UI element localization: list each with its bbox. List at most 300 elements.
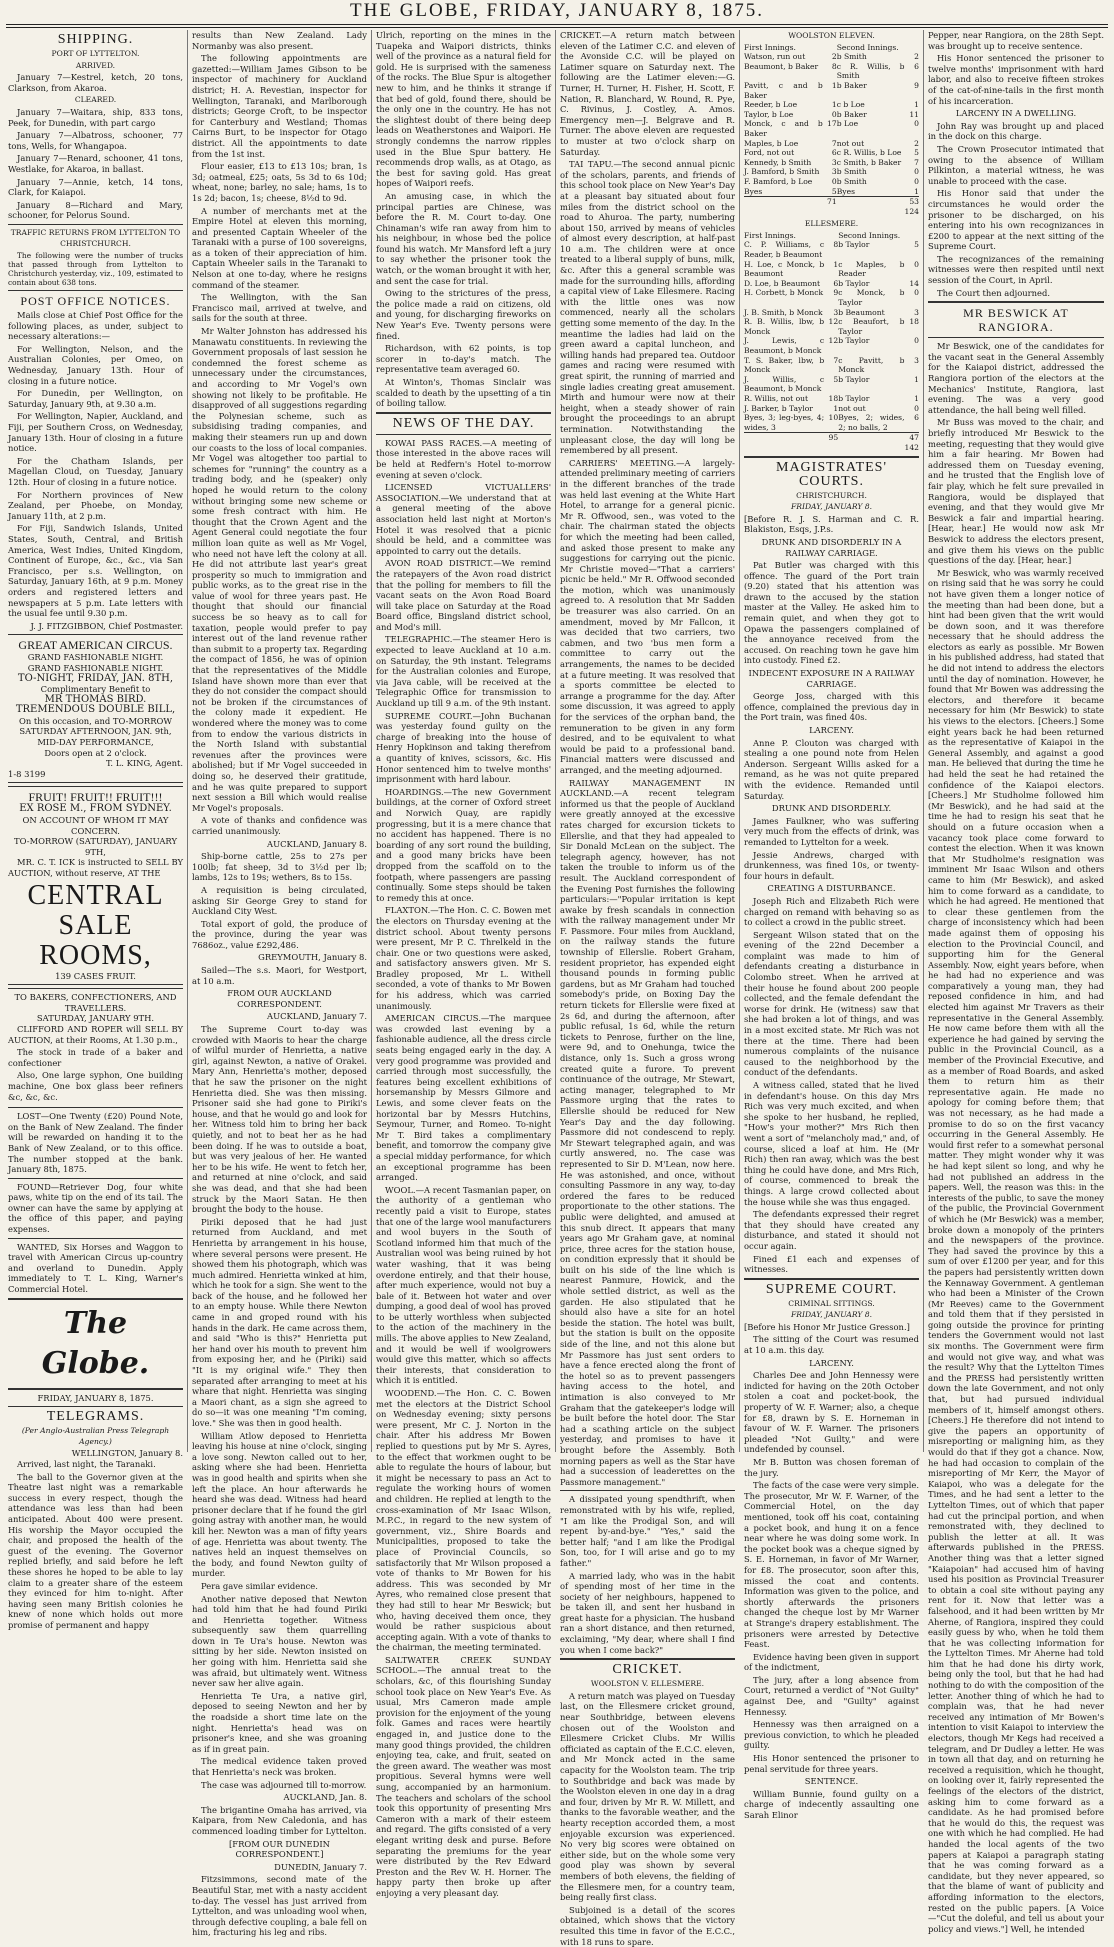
divider	[8, 1406, 183, 1407]
case-heading: LARCENY IN A DWELLING.	[955, 108, 1077, 119]
news-of-the-day-heading: NEWS OF THE DAY.	[392, 415, 535, 431]
woolston-grand-total-row	[744, 207, 919, 217]
divider	[8, 1388, 183, 1390]
score-runs: 0	[831, 176, 837, 186]
circus-line: MR THOMAS BIRD.	[44, 693, 147, 705]
fruit-line: EX ROSE M., FROM SYDNEY.	[19, 803, 172, 815]
score-runs: 12	[828, 336, 839, 346]
magistrates-place: CHRISTCHURCH.	[796, 490, 867, 500]
cleared-entry: January 7—Renard, schooner, 41 tons, Westlake, for Akaroa, in ballast.	[8, 153, 183, 174]
article-paragraph: The case was adjourned till to-morrow.	[201, 1779, 367, 1790]
woolston-score-row	[744, 158, 919, 168]
score-batsman: b Baker	[836, 80, 867, 90]
fruit-line: ON ACCOUNT OF WHOM IT MAY CONCERN.	[22, 815, 169, 836]
ellesmere-score-row	[744, 260, 919, 279]
court-paragraph: The defendants expressed their regret that they should have created any disturbance, and stated it should not occur again.	[744, 1209, 919, 1251]
anecdote-paragraph: A married lady, who was in the habit of spending most of her time in the society of her neighbours, happened to be taken ill, and sent her husband in great haste for a physician. The husband ran a short distance, and then returned, exclaiming, "My dear, where shall I find you when I come back?"	[560, 1570, 735, 1655]
ellesmere-rows	[744, 240, 919, 432]
score-runs: 0	[914, 288, 919, 298]
score-batsman: Byes	[836, 186, 855, 196]
correspondent-heading: FROM OUR AUCKLAND CORRESPONDENT.	[227, 988, 332, 1009]
case-heading: DRUNK AND DISORDERLY IN A RAILWAY CARRIAGE.	[761, 536, 902, 558]
court-paragraph: John Ray was brought up and placed in the dock on this charge.	[928, 120, 1104, 142]
score-runs: 0	[914, 259, 919, 269]
dateline: DUNEDIN, January 7.	[274, 1861, 367, 1872]
score-batsman: D. Loe, b Beaumont	[744, 278, 821, 288]
column-6	[924, 30, 1108, 1934]
post-paragraph: For Fiji, Sandwich Islands, United States, South, Central, and British America, West Indies, United Kingdom, Continent of Europe, &c., &c., via San Francisco, per s.s. Wellington, on Saturday, January 16th, at 9 p.m. Money orders and registered letters and newspapers at 5 p.m. Late letters with the usual fee until 9.30 p.m.	[8, 523, 183, 619]
post-paragraph: Mails close at Chief Post Office for the following places, as under, subject to necessary alterations:—	[8, 310, 183, 342]
score-batsman: Beaumont, b Baker	[744, 61, 819, 71]
court-paragraph: His Honor sentenced the prisoner to penal servitude for three years.	[744, 1753, 919, 1774]
divider	[560, 1490, 735, 1491]
score-runs: 1	[914, 393, 919, 403]
woolston-scorecard	[744, 43, 919, 217]
score-batsman: b Loe	[836, 119, 859, 129]
article-paragraph: Henrietta Te Ura, a native girl, deposed to seeing Newton and her by the roadside a short time late on the night. Henrietta's head was on prisoner's knee, and she was groaning as if in great pain.	[192, 1690, 367, 1754]
article-paragraph: Fitzsimmons, second mate of the Beautiful Star, met with a nasty accident to-day. The vessel has just arrived from Lyttelton, and was unloading wool when, through defective coupling, a bale fell on him, fracturing his leg and ribs.	[192, 1874, 367, 1938]
score-batsman: c Smith, b Baker	[836, 157, 902, 167]
score-runs: 6	[914, 413, 919, 423]
score-runs: 8	[833, 240, 839, 250]
woolston-total-row	[744, 197, 919, 207]
post-paragraph: For Wellington, Napier, Auckland, and Fiji, per Southern Cross, on Wednesday, January 13th. Hour of closing in a future notice.	[8, 411, 183, 454]
score-batsman: b Taylor	[838, 374, 870, 384]
case-heading: LARCENY.	[809, 725, 854, 735]
court-paragraph: Pat Butler was charged with this offence. The guard of the Port train (9.20) stated that his attention was drawn to the accused by the station master at the Valley. He asked him to remain quiet, and when they got to Opawa the passengers complained of the annoyance received from the accused. On reaching town he gave him into custody. Fined £2.	[744, 560, 919, 666]
anecdote-paragraph: A dissipated young spendthrift, when remonstrated with by his wife, replied, "I am like the Prodigal Son, and will repent by-and-bye." "Yes," said the better half; "and I am like the Prodigal Son, too, for I will arise and go to my father."	[560, 1494, 735, 1568]
article-paragraph: The Supreme Court to-day was crowded with Maoris to hear the charge of wilful murder of Henrietta, a native girl, against Newton, a native of Orakei. Mary Ann, Henrietta's mother, deposed that he saw the prisoner on the night Henrietta died. She was then missing. Prisoner said she had gone to Piriki's house, and that he would go and look for her. Witness told him to bring her back quietly, and not to beat her as he had been doing. If he was to outside a boat, but was very jealous of her. He wanted her to be his wife. He went to fetch her, and returned at nine o'clock, and said she was dead, and that she had been struck by the Maori Satan. He then brought the body to the house.	[192, 1024, 367, 1215]
divider	[744, 456, 919, 458]
circus-agent: T. L. KING, Agent.	[106, 758, 183, 769]
woolston-rows	[744, 52, 919, 196]
score-runs: 3	[833, 307, 839, 317]
column-2	[188, 30, 372, 1938]
article-paragraph: results than New Zealand. Lady Normanby was also present.	[192, 30, 367, 51]
score-runs: 1	[833, 403, 839, 413]
innings-header: Second Innings.	[836, 42, 899, 52]
score-runs: 7	[914, 157, 919, 167]
supreme-court-heading: SUPREME COURT.	[765, 1281, 898, 1297]
traffic-text: The following were the number of trucks that passed through from Lyttelton to Christchurch yesterday, viz., 109, estimated to contain about 638 tons.	[8, 251, 183, 288]
court-paragraph: His Honor said that under the circumstances he would order the prisoner to be discharged, on his entering into his own recognizances in £200 to appear at the next sitting of the Supreme Court.	[928, 188, 1104, 252]
ellesmere-score-row	[744, 288, 919, 307]
divider	[560, 1658, 735, 1660]
court-paragraph: Mr B. Button was chosen foreman of the jury.	[744, 1457, 919, 1478]
score-runs: 7	[833, 355, 839, 365]
score-batsman: c Maples, b Reader	[838, 259, 905, 279]
article-paragraph: At Winton's, Thomas Sinclair was scalded to death by the upsetting of a tin of boiling tallow.	[376, 377, 551, 409]
score-batsman: c Monck, b Taylor	[838, 288, 905, 308]
circus-code: 1-8 3199	[8, 768, 46, 779]
score-batsman: J. Bamford, b Smith	[744, 167, 820, 177]
telegram-paragraph: Arrived, last night, the Taranaki.	[17, 1459, 156, 1469]
score-runs: 9	[833, 288, 839, 298]
score-runs: 1	[914, 186, 919, 196]
score-batsman: R. Willis, not out	[744, 393, 809, 403]
court-paragraph: The Crown Prosecutor intimated that owing to the absence of William Pilkinton, a material witness, he was unable to proceed with the case.	[928, 143, 1104, 186]
score-batsman: not out	[836, 138, 865, 148]
dateline: AUCKLAND, January 8.	[267, 838, 367, 849]
court-paragraph: Joseph Rich and Elizabeth Rich were charged on remand with behaving so as to collect a crowd in the public street.	[744, 895, 919, 928]
score-runs: 0	[831, 109, 837, 119]
news-paragraph: LICENSED VICTUALLERS' ASSOCIATION.—We understand that at a general meeting of the above association held last night at Morton's Hotel it was resolved that a picnic should be held, and a committee was appointed to carry out the details.	[376, 482, 551, 556]
score-batsman: J. Willis, c Beaumont, b Monck	[744, 374, 825, 394]
supreme-court-date: FRIDAY, JANUARY 8.	[790, 1310, 873, 1320]
circus-title: GREAT AMERICAN CIRCUS.	[18, 638, 173, 653]
ellesmere-score-row	[744, 279, 919, 289]
article-paragraph: Another native deposed that Newton had told him that he had found Piriki and Henrietta together. Witness subsequently saw them quarrelling down in Te Ura's house. Newton was sitting by her side. Newton insisted on her going with him. Henrietta said she was afraid, but ultimately went. Witness never saw her alive again.	[192, 1593, 367, 1689]
news-paragraph: AMERICAN CIRCUS.—The marquee was crowded last evening by a fashionable audience, all the dress circle seats being engaged early in the day. A very good programme was provided and carried through most successfully, the features being excellent exhibitions of horsemanship by Messrs Gilmore and Lewis, and some clever feats on the horizontal bar by Messrs Hutchins, Seymour, Turner, and Romeo. To-night Mr T. Bird takes a complimentary benefit, and tomorrow the company give a special midday performance, for which an exceptional programme has been arranged.	[376, 1013, 551, 1183]
telegrams-subheading: (Per Anglo-Australian Press Telegraph Agency.)	[21, 1426, 170, 1446]
ellesmere-grand-total-row	[744, 443, 919, 453]
news-paragraph: CRICKET.—A return match between eleven of the Latimer C.C. and eleven of the Avonside C.C. will be played on Latimer square on Saturday next. The following are the Latimer eleven:—G. Turner, H. Turner, H. Fisher, H. Scott, F. Nation, R. Blanchard, W. Round, R. Pye, C. Rivinus, J. Costley, A. Amos. Emergency men—J. Belgrave and R. Turner. The above eleven are requested to muster at two o'clock sharp on Saturday.	[560, 30, 735, 157]
lost-notice: LOST—One Twenty (£20) Pound Note, on the Bank of New Zealand. The finder will be rewarded on handing it to the Bank of New Zealand, or to this office. The number stopped at the bank. January 8th, 1875.	[8, 1111, 183, 1175]
news-paragraph: HOARDINGS.—The new Government buildings, at the corner of Oxford street and Norwich Quay, are rapidly progressing, but it is a mere chance that no accident has happened. There is no boarding of any sort round the building, and a good many bricks have been dropped from the scaffold on to the footpath, where passengers are passing continually. Some steps should be taken to remedy this at once.	[376, 786, 551, 903]
cleared-entry: January 7—Annie, ketch, 14 tons, Clark, for Kaiapoi.	[8, 176, 183, 198]
score-batsman: R. B. Willis, lbw, b Monck	[744, 317, 825, 336]
masthead-rule	[6, 24, 1108, 25]
score-runs: 1	[914, 100, 919, 110]
cleared-entry: January 7—Waitara, ship, 833 tons, Peek, for Dunedin, with part cargo	[8, 106, 183, 128]
divider	[376, 412, 551, 414]
cricket-subheading: WOOLSTON V. ELLESMERE.	[590, 1679, 705, 1689]
court-paragraph: Pepper, near Rangiora, on the 28th Sept. was brought up to receive sentence.	[928, 30, 1104, 51]
court-paragraph: The jury, after a long absence from Court, returned a verdict of "Not Guilty" against Dee, and "Guilty" against Hennessy.	[744, 1674, 919, 1717]
score-runs: 18	[909, 317, 919, 327]
innings-header: First Innings.	[744, 42, 796, 52]
article-paragraph: A number of merchants met at the Empire Hotel at eleven this morning, and presented Captain Wheeler of the Taranaki with a purse of 100 sovereigns, as a token of their appreciation of him. Captain Wheeler sails in the Taranaki to Nelson at one to-day, where he resigns command of the steamer.	[192, 205, 367, 290]
court-paragraph: The sitting of the Court was resumed at 10 a.m. this day.	[744, 1334, 919, 1356]
court-paragraph: Charles Dee and John Hennessy were indicted for having on the 20th October stolen a coat and pocket-book, the property of W. F. Warner; also, a cheque for £8, drawn by S. E. Horneman in favour of W. F. Warner. The prisoners pleaded "Not Guilty," and were undefended by counsel.	[744, 1370, 919, 1455]
score-runs: 2	[831, 52, 837, 62]
ellesmere-total-first: 95	[824, 433, 838, 443]
arrived-entry: January 7—Kestrel, ketch, 20 tons, Clarkson, from Akaroa.	[8, 72, 183, 93]
woolston-score-row	[744, 139, 919, 149]
post-paragraph: For the Chatham Islands, per Magellan Cloud, on Tuesday, January 12th. Hour of closing in a future notice.	[8, 455, 183, 487]
woolston-score-row	[744, 100, 919, 110]
score-batsman: b Smith	[836, 167, 867, 177]
score-runs: 2	[914, 52, 919, 62]
score-batsman: b Taylor	[838, 393, 870, 403]
ellesmere-score-row	[744, 317, 919, 336]
telegrams-heading: TELEGRAMS.	[46, 1409, 145, 1425]
post-paragraph: For Dunedin, per Wellington, on Saturday, January 9th, at 9.30 a.m.	[8, 388, 183, 409]
beswick-heading: MR BESWICK AT RANGIORA.	[963, 306, 1069, 335]
article-paragraph: Pera gave similar evidence.	[201, 1580, 318, 1591]
beswick-paragraph: Mr Beswick, one of the candidates for the vacant seat in the General Assembly for the Kaiapoi district, addressed the Rangiora portion of the electors at the Mechanics' Institute, Rangiora, last evening. The was a very good attendance, the hall being well filled.	[928, 341, 1104, 415]
cleared-entry: January 8—Richard and Mary, schooner, for Pelorus Sound.	[8, 199, 183, 221]
divider	[376, 434, 551, 435]
article-paragraph: Flour easier, £13 to £13 10s; bran, 1s 3d; oatmeal, £25; oats, 5s 3d to 6s 10d; wheat, none; barley, no sale; hams, 1s to 1s 2d; bacon, 1s; cheese, 8½d to 9d.	[192, 161, 367, 203]
score-batsman: Byes	[744, 186, 763, 196]
bakers-line: CLIFFORD AND ROPER will SELL BY AUCTION, at their Rooms, At 1.30 p.m.,	[8, 1023, 183, 1045]
news-paragraph: SUPREME COURT.—John Buchanan was yesterday found guilty on the charge of breaking into the house of Henry Hopkinson and taking therefrom a quantity of knives, scissors, &c. His Honor sentenced him to twelve months' imprisonment with hard labour.	[376, 710, 551, 785]
news-paragraph: WOOL.—A recent Tasmanian paper, on the authority of a gentleman who recently paid a visit to Europe, states that one of the large wool manufacturers and wool buyers in the South of Scotland informed him that much of the Australian wool was being ruined by hot water washing, that it was being overdone entirely, and that their house, after much experience, would not buy a bale of it. Between hot water and over dumping, a good deal of wool has proved to be utterly worthless when subjected to the action of the machinery in the mills. The above applies to New Zealand, and it would be well if woolgrowers would give this matter, which so affects their interests, that consideration to which it is entitled.	[376, 1184, 551, 1386]
circus-line: GRAND FASHIONABLE NIGHT.	[27, 652, 164, 663]
score-runs: 11	[909, 109, 919, 119]
divider	[8, 1238, 183, 1239]
score-batsman: Pavitt, c and b Baker	[744, 80, 823, 100]
score-runs: 1	[831, 100, 837, 110]
article-paragraph: An amusing case, in which the principal parties are Chinese, was before the R. M. Court to-day. One Chinaman's wife ran away from him to his neighbour, in whose bed the police found his watch. Mr Mansford left a jury to say whether the prisoner took the watch, or the woman brought it with her, and sent the case for trial.	[376, 190, 551, 286]
wanted-notice: WANTED, Six Horses and Waggon to travel with American Circus up-country and overland to Dunedin. Apply immediately to T. L. King, Warner's Commercial Hotel.	[8, 1241, 183, 1295]
beswick-paragraph: Mr Beswick, who was warmly received on rising said that he was sorry he could not have given them a longer notice of the meeting than had been done, but a hint had been given that the writ would be down soon, and it was therefore necessary that he should address the electors as early as possible. Mr Bowen in his published address, had stated that he did not intend to address the electors until the day of nomination. However, he found that Mr Bowen was addressing the electors, and therefore it became necessary for him (Mr Beswick) to state his views to the electors. [Cheers.] Some eight years back he had been returned as the representative of Kaiapoi in the General Assembly, and against a good man. He believed that during the time he had held the seat he had retained the confidence of the Kaiapoi electors. [Cheers.] Mr Studholme followed him (Mr Beswick), and he had said at the time he had to resign his seat that he should on a future occasion when a vacancy took place come forward to contest the election. When it was known that Mr Studholme's resignation was imminent Mr Isaac Wilson and others came to him (Mr Beswick), and asked him to come forward as a candidate, to which he had agreed. He mentioned that to clear these gentlemen from the charge of inconsistency which had been made against them of opposing his election to the Provincial Council, and supporting him for the General Assembly. Now, eight years before, when he had had no experience and was comparatively a young man, they had reposed confidence in him, and had elected him against Mr Travers as their representative in the General Assembly. He now came before them with all the experience he had gained by serving the public in the Provincial Council, as a member of the Provincial Executive, and as a member of Road Boards, and asked them to return him as their representative again. He made no apology for coming before them; that was not necessary, as he had made a promise to do so on the first vacancy occurring in the General Assembly. He would first refer to a somewhat personal matter. They might wonder why it was he had kept silent so long, and why he had not published an address in the papers. Well, the reason was this: in the interests of the public, to save the money of the public, the Provincial Government of which he (Mr Beswick) was a member, broke down a monopoly of the printers and the newspapers of the province. They had saved the province by this a sum of over £1200 per year, and for this the papers had persistently written down the Kennaway Government. A gentleman who had been a Minister of the Crown (Mr Reeves) came to the Government and told them that if they persisted in going outside the province for printing tenders the Government would not last six months. The Government were firm and would not give way, and what was the result? Why that the Lyttelton Times and the PRESS had persistently written down the late Government, and not only that, but had pursued individual members of it, himself amongst others. [Cheers.] He therefore did not intend to give the papers an opportunity of misreporting or maligning him, as they would do that if they got a chance. Now, he had had occasion to complain of the misreporting of Mr Kerr, the Mayor of Kaiapoi, who was a delegate for the Times, and he had sent a letter to the Lyttelton Times, out of which that paper had cut the principal portion, and when remonstrated with, they declined to publish the letter at all. It was afterwards published in the PRESS. Another thing was that a letter signed "Kaiapoian" had accused him of having used his position as Provincial Treasurer to obtain a coal site without paying any rent for it. Now that letter was a falsehood, and it had been written by Mr Aherne, of Rangiora, inspired they could easily guess by who, when he told them that he was collecting information for the Lyttelton Times. Mr Aherne had told him that he had done his dirty work, being only the tool, but that he had had nothing to do with the composition of the letter. Another thing of which he had to complain was, that he had never received any intimation of Mr Bowen's intention to visit Kaiapoi to interview the electors, though Mr Kegs had received a telegram, and Dr Dudley a letter. He was in town all that day, and on returning he received a requisition, which he thought, on looking over it, fairly represented the feelings of the electors of the district, asking him to come forward as a candidate. As he had promised before that he would do this, the request was one with which he had complied. He had handed the local agents of the two papers at Kaiapoi a paragraph stating that he was coming forward as a candidate, but they never appeared, so that the blame of want of publicity and affording information to the electors, rested on the public papers. [A Voice—"Cut the doleful, and tell us about your policy and views."] Well, he intended	[928, 567, 1104, 1934]
score-runs: 0	[914, 176, 919, 186]
court-paragraph: Fined £1 each and expenses of witnesses.	[744, 1253, 919, 1275]
score-batsman: Ford, not out	[744, 148, 795, 158]
shipping-heading: SHIPPING.	[57, 32, 134, 47]
magistrates-date: FRIDAY, JANUARY 8.	[790, 502, 873, 512]
score-runs: 0	[914, 403, 919, 413]
masthead: THE GLOBE, FRIDAY, JANUARY 8, 1875.	[350, 0, 764, 21]
score-batsman: J. Barker, b Taylor	[744, 403, 813, 413]
court-paragraph: Anne P. Clouton was charged with stealing a one pound note from Helen Anderson. Sergeant Willis asked for a remand, as he was not quite prepared with the evidence. Remanded until Saturday.	[744, 737, 919, 801]
score-runs: 18	[828, 393, 839, 403]
bakers-line: Also, One large syphon, One building machine, One box glass beer refiners &c, &c, &c.	[8, 1070, 183, 1102]
post-paragraph: For Northern provinces of New Zealand, per Phoebe, on Monday, January 11th, at 2 p.m.	[8, 489, 183, 521]
ellesmere-score-row	[744, 394, 919, 404]
ellesmere-score-row	[744, 308, 919, 318]
score-runs: 3	[831, 167, 837, 177]
score-runs: 10	[828, 413, 839, 423]
innings-header-row	[744, 231, 919, 241]
circus-line: Doors open at 2 o'clock.	[44, 747, 147, 758]
divider	[8, 224, 183, 225]
fruit-line: MR. C. T. ICK is instructed to SELL BY AUCTION, without reserve, AT THE	[8, 857, 183, 878]
woolston-score-row	[744, 119, 919, 138]
issue-date: FRIDAY, JANUARY 8, 1875.	[37, 1392, 154, 1403]
score-runs: 5	[831, 186, 837, 196]
article-paragraph: A requisition is being circulated, asking Sir George Grey to stand for Auckland City West.	[192, 884, 367, 917]
woolston-score-row	[744, 177, 919, 187]
ellesmere-score-row	[744, 413, 919, 433]
fruit-line: TO-MORROW (SATURDAY), JANUARY 9TH,	[13, 836, 178, 857]
score-runs: 3	[914, 307, 919, 317]
case-heading: LARCENY.	[809, 1357, 854, 1368]
ellesmere-heading: ELLESMERE.	[804, 219, 859, 229]
score-batsman: Monck, c and b Baker	[744, 119, 823, 138]
ellesmere-score-row	[744, 240, 919, 259]
divider	[744, 1278, 919, 1280]
score-batsman: Byes, 3; leg-byes, 4; wides, 3	[744, 413, 825, 432]
article-paragraph: A vote of thanks and confidence was carried unanimously.	[192, 815, 367, 836]
port-heading: PORT OF LYTTELTON.	[51, 49, 140, 58]
score-batsman: c R. Willis, b Loe	[836, 148, 902, 158]
found-notice: FOUND—Retriever Dog, four white paws, white tip on the end of its tail. The owner can have the same by applying at the office of this paper, and paying expenses.	[8, 1181, 183, 1235]
score-batsman: b Beaumont	[838, 307, 885, 317]
magistrates-heading: MAGISTRATES' COURTS.	[776, 459, 887, 489]
score-batsman: c R. Willis, b Smith	[836, 61, 905, 81]
score-runs: 1	[833, 259, 839, 269]
score-batsman: J. Lewis, c Beaumont, b Monck	[744, 336, 825, 355]
divider	[928, 337, 1104, 338]
score-batsman: b Smith	[836, 52, 867, 62]
score-runs: 14	[909, 278, 919, 288]
woolston-grand-total: 124	[904, 206, 919, 216]
circus-line: TREMENDOUS DOUBLE BILL,	[15, 704, 176, 716]
court-paragraph: The facts of the case were very simple. The prosecutor, Mr W. F. Warner, of the Commercial Hotel, on the day mentioned, took off his coat, containing a pocket book, and hung it on a fence near where he was doing some work. In the pocket book was a cheque signed by S. E. Horneman, in favor of Mr Warner, for £8. The prosecutor, soon after this, missed the coat and contents. Information was given to the police, and shortly afterwards the prisoners changed the cheque lost by Mr Warner at Strange's drapery establishment. The prisoners were arrested by Detective Feast.	[744, 1480, 919, 1650]
woolston-total-second: 53	[905, 197, 920, 207]
bakers-line: TO BAKERS, CONFECTIONERS, AND TRAVELLERS.	[14, 992, 177, 1013]
cleared-label: CLEARED.	[74, 95, 117, 105]
news-paragraph: TELEGRAPHIC.—The steamer Hero is expected to leave Auckland at 10 a.m. on Saturday, the 9th instant. Telegrams for the Australian colonies and Europe, via Java cable, will be received at the Telegraphic Office for transmission to Auckland up till 9 a.m. of the 9th instant.	[376, 634, 551, 709]
ellesmere-scorecard	[744, 231, 919, 453]
court-paragraph: The recognizances of the remaining witnesses were then respited until next session of the Court, in April.	[928, 253, 1104, 286]
news-paragraph: SALTWATER CREEK SUNDAY SCHOOL.—The annual treat to the scholars, &c, of this flourishing Sunday school took place on New Year's Eve. As usual, Mrs Cameron made ample provision for the enjoyment of the young folk. Games and races were heartily engaged in, and justice done to the many good things provided, the children enjoying tea, cake, and fruit, seated on the green award. The weather was most propitious. Several hymns were well sung, accompanied by an harmonium. The teachers and scholars of the school took this opportunity of presenting Mrs Cameron with a mark of their esteem and regard. The gifts consisted of a very elegant writing desk and purse. Before separating the premiums for the year were distributed by the Rev Edward Preston and the Rev W. H. Horner. The happy party then broke up after enjoying a very pleasant day.	[376, 1654, 551, 1898]
bakers-line: SATURDAY, JANUARY 9TH.	[36, 1013, 155, 1024]
ellesmere-total-second: 47	[905, 433, 920, 443]
article-paragraph: Ship-borne cattle, 25s to 27s per 100lb; fat sheep, 3d to 3½d per lb; lambs, 12s to 19s; wethers, 8s to 15s.	[192, 851, 367, 883]
news-paragraph: KOWAI PASS RACES.—A meeting of those interested in the above races will be held at Redfern's Hotel to-morrow evening at seven o'clock.	[376, 437, 551, 480]
supreme-court-subheading: CRIMINAL SITTINGS.	[788, 1298, 875, 1308]
divider	[8, 1178, 183, 1179]
score-runs: 9	[914, 80, 919, 90]
score-batsman: c Pavitt, b Monck	[838, 355, 905, 375]
central-sale-rooms: CENTRAL SALE ROOMS,	[27, 879, 164, 971]
score-batsman: Taylor, b Loe	[744, 109, 794, 119]
score-runs: 1	[914, 374, 919, 384]
court-paragraph: James Faulkner, who was suffering very much from the effects of drink, was remanded to Lyttelton for a week.	[744, 815, 919, 847]
cricket-heading: CRICKET.	[612, 1662, 683, 1678]
circus-line: TO-NIGHT, FRIDAY, JAN. 8TH,	[17, 672, 174, 684]
score-runs: 6	[914, 61, 919, 71]
article-paragraph: Owing to the strictures of the press, the police made a raid on citizens, old and young, for discharging fireworks on New Year's Eve. Twenty persons were fined.	[376, 288, 551, 341]
circus-advert	[8, 634, 183, 783]
cricket-paragraph: A return match was played on Tuesday last, on the Ellesmere cricket ground, near Southbridge, between elevens chosen out of the Woolston and Ellesmere Cricket Clubs. Mr Willis officiated as captain of the E.C.C. eleven, and Mr Monck acted in the same capacity for the Woolston team. The trip to Southbridge and back was made by the Woolston eleven in one day in a drag and four, driven by Mr R. W. Millett, and thanks to the favorable weather, and the hearty reception accorded them, a most enjoyable excursion was experienced. No very big scores were obtained on either side, but on the whole some very good play was shown by several members of both elevens, the fielding of the Ellesmere men, for a country team, being really first class.	[560, 1690, 735, 1903]
court-paragraph: [Before his Honor Mr Justice Gresson.]	[744, 1321, 910, 1332]
court-paragraph: The Court then adjourned.	[937, 287, 1051, 298]
fruit-title: FRUIT! FRUIT!! FRUIT!!!	[28, 790, 163, 805]
dateline: AUCKLAND, January 7.	[267, 1011, 367, 1022]
score-runs: 6	[833, 278, 839, 288]
court-paragraph: Jessie Andrews, charged with drunkenness, was fined 10s, or twenty-four hours in default.	[744, 849, 919, 881]
post-office-heading: POST OFFICE NOTICES.	[20, 294, 171, 309]
article-paragraph: The following appointments are gazetted:—William James Gibson to be inspector of machinery for Auckland district; H. A. Revestian, inspector for Wellington, Taranaki, and Marlborough districts; George Croft, to be inspector for Canterbury and Westland; Thomas Cairns Burt, to be inspector for Otago district. All the appointments to date from the 1st inst.	[192, 53, 367, 159]
score-runs: 0	[914, 336, 919, 346]
case-heading: DRUNK AND DISORDERLY.	[771, 803, 892, 814]
woolston-score-row	[744, 187, 919, 197]
ellesmere-score-row	[744, 336, 919, 355]
score-batsman: C. P. Williams, c Reader, b Beaumont	[744, 240, 825, 260]
score-batsman: b Smith	[836, 176, 867, 186]
score-batsman: c b Loe	[836, 100, 865, 110]
score-batsman: b Baker	[836, 109, 867, 119]
woolston-total-first: 71	[823, 197, 837, 207]
bakers-line: The stock in trade of a baker and confectioner	[8, 1047, 183, 1068]
score-runs: 6	[831, 148, 837, 158]
news-paragraph: FLAXTON.—The Hon. C. C. Bowen met the electors on Thursday evening at the district school. About twenty persons were present, Mr P. C. Threlkeld in the chair. One or two questions were asked, and satisfactory answers given. Mr S. Bradley proposed, Mr L. Withell seconded, a vote of thanks to Mr Bowen for his address, which was carried unanimously.	[376, 905, 551, 1011]
traffic-heading: TRAFFIC RETURNS FROM LYTTELTON TO CHRISTCHURCH.	[10, 227, 181, 248]
score-runs: 3	[831, 157, 837, 167]
score-batsman: F. Bamford, b Loe	[744, 176, 813, 186]
ellesmere-score-row	[744, 356, 919, 375]
masthead-rule-thin	[6, 27, 1108, 28]
globe-logo: The Globe.	[41, 1305, 150, 1381]
article-paragraph: The medical evidence taken proved that Henrietta's neck was broken.	[192, 1756, 367, 1777]
dateline: GREYMOUTH, January 8.	[258, 952, 367, 963]
article-paragraph: Richardson, with 62 points, is top scorer in to-day's match. The representative team averaged 60.	[376, 343, 551, 375]
column-3	[372, 30, 556, 1898]
innings-header: Second Innings.	[838, 230, 901, 240]
court-paragraph: Hennessy was then arraigned on a previous conviction, to which he pleaded guilty.	[744, 1719, 919, 1751]
score-batsman: not out	[838, 403, 866, 413]
score-runs: 12	[828, 317, 839, 327]
innings-header: First Innings.	[744, 230, 796, 240]
court-paragraph: Evidence having been given in support of the indictment,	[744, 1651, 919, 1673]
article-paragraph: William Atlow deposed to Henrietta leaving his house at nine o'clock, singing a love song. Newton called out to her, asking where she had been. Henrietta was in good health and spirits when she left the place. An hour afterwards he heard she was dead. Witness had heard prisoner declare that if he found the girl going astray with another man, he would kill her. Newton was a man of fifty years of age. Henrietta was about twenty. The natives held an inquest themselves on the body, and found Newton guilty of murder.	[192, 1430, 367, 1579]
telegram-paragraph: The ball to the Governor given at the Theatre last night was a remarkable success in every respect, though the attendance was less than had been anticipated. About 400 were present. His worship the Mayor occupied the chair, and proposed the health of the guest of the evening. The Governor replied briefly, and said before he left these shores he hoped to be able to lay claim to a greater share of the esteem they evinced for him to-night. After having seen many British colonies he knew of none which holds out more promise of permanent and happy	[8, 1471, 183, 1630]
woolston-score-row	[744, 62, 919, 81]
woolston-score-row	[744, 148, 919, 158]
dateline: AUCKLAND, Jan. 8.	[283, 1792, 367, 1803]
article-paragraph: Piriki deposed that he had just returned from Auckland, and met Henrietta by arrangement in his house, where several persons were present. He showed them his photograph, which was much admired. Henrietta winked at him, which he took for a sign. She went to the back of the house, and he followed her to an empty house. While there Newton came in and groped round with his hands in the dark. He came across them, and said "Who is this?" Henrietta put her hand over his mouth to prevent him from exposing her, and he (Piriki) said "It is my original wife." They then separated after arranging to meet at his whare that night. Henrietta was singing a Maori chant, as a sign she agreed to do so—it was one meaning "I'm coming, love." She was then in good health.	[192, 1216, 367, 1428]
score-batsman: b Taylor	[838, 278, 870, 288]
column-1	[4, 30, 188, 1630]
score-batsman: Maples, b Loe	[744, 138, 799, 148]
woolston-score-row	[744, 52, 919, 62]
woolston-score-row	[744, 110, 919, 120]
circus-line: Complimentary Benefit to	[40, 684, 151, 695]
fruit-advert	[8, 786, 183, 985]
news-paragraph: WOODEND.—The Hon. C. C. Bowen met the electors at the District School on Wednesday evening; sixty persons were present, Mr C. J. Norton in the chair. After his address Mr Bowen replied to questions put by Mr S. Ayres, to the effect that workmen ought to be able to regulate the hours of labour, but it might be necessary to pass an Act to regulate the working hours of women and children. He replied at length to the cross-examination of Mr Isaac Wilson, M.P.C., in regard to the new system of government, viz., Shire Boards and Municipalities, proposed to take the place of Provincial Councils, so satisfactorily that Mr Wilson proposed a vote of thanks to Mr Bowen for his address. This was seconded by Mr Ayres, who remained close present that they had still to hear Mr Beswick; but who, having deceived them once, they would be rather suspicious about accepting again. With a vote of thanks to the chairman, the meeting terminated.	[376, 1388, 551, 1653]
score-batsman: Byes, 2; wides, 2; no balls, 2	[838, 413, 905, 432]
article-paragraph: Mr Walter Johnston has addressed his Manawatu constituents. In reviewing the Government proposals of last session he condemned the forest scheme as unnecessary under the circumstances, and according to Mr Vogel's own showing not likely to be profitable. He disapproved of all suggestions regarding the Polynesian scheme, such as subsidising trading companies, and making their steamers run up and down our coasts to the loss of local companies. Mr Vogel was altogether too partial to schemes for "running" the country as a trading body, and he (speaker) only hoped he would return to the colony without bringing some new scheme or some fresh contract with him. He thought that the Crown Agent and the Agent General could negotiate the four million loan quite as well as Mr Vogel, who need not have left the colony at all. He did not attribute last year's great prosperity so much to immigration and public works, as to the great rise in the value of wool for three years past. He thought that should our financial success be so heavy as to call for taxation, people would prefer to pay interest out of the land revenue rather than submit to a property tax. Regarding the compact of 1856, he was of opinion that the representatives of the Middle Island have shown more than ever that they do not consider the compact should not be broken if the circumstances of the colony made it expedient. He wondered where the money was to come from to endow the various districts in the North Island with substantial revenues after the provinces were abolished; but if Mr Vogel succeeded in doing so, he deserved their gratitude, and he was quite prepared to support next session a Bill which would realise Mr Vogel's proposals.	[192, 326, 367, 813]
bakers-advert	[8, 988, 183, 1108]
divider	[8, 290, 183, 291]
news-paragraph: TAI TAPU.—The second annual picnic of the scholars, parents, and friends of this school took place on New Year's Day at a pleasant bay situated about four miles from the district school on the road to Ahuroa. The party, numbering about 150, arrived by means of vehicles of almost every description, at half-past 10 a.m. The children were at once treated to a liberal supply of buns, milk, &c. After this a general scramble was made for the surrounding hills, affording a capital view of Lake Ellesmere. Racing with the little ones was now commenced, nearly all the scholars getting some memento of the day. In the meantime the ladies had laid on the green award a capital luncheon, and willing hands had prepared tea. Outdoor games and racing were resumed with great spirit, the running of married and single ladies creating great amusement. Mirth and humour were now at their height, when a steady shower of rain brought the proceedings to an abrupt termination. Notwithstanding the unpleasant close, the day will long be remembered by all present.	[560, 159, 735, 456]
divider	[8, 1298, 183, 1300]
woolston-heading: WOOLSTON ELEVEN.	[788, 31, 875, 40]
case-heading: INDECENT EXPOSURE IN A RAILWAY CARRIAGE.	[748, 668, 915, 689]
score-runs: 7	[831, 138, 837, 148]
column-4	[556, 30, 740, 1947]
article-paragraph: Total export of gold, the produce of the province, during the year was 7686oz., value £292,486.	[192, 918, 367, 950]
correspondent-heading: [FROM OUR DUNEDIN CORRESPONDENT.]	[229, 1838, 330, 1860]
magistrates-before: [Before R. J. S. Harman and C. R. Blakiston, Esqs, J.P.s.	[744, 513, 919, 535]
ellesmere-score-row	[744, 404, 919, 414]
telegram-dateline: WELLINGTON, January 8.	[71, 1448, 183, 1459]
news-paragraph: AVON ROAD DISTRICT.—We remind the ratepayers of the Avon road district that the polling for members to fill the vacant seats on the Avon Road Board will take place on Saturday at the Road Board office, Bingsland district school, and Mod's mill.	[376, 558, 551, 632]
beswick-paragraph: Mr Buss was moved to the chair, and briefly introduced Mr Beswick to the meeting, requesting that they would give him a fair hearing. Mr Bowen had addressed them on Tuesday evening, and he trusted that the English love of fair play, which he felt sure prevailed in Rangiora, would be displayed that evening, and that they would give Mr Beswick a fair and impartial hearing. [Hear, hear.] He would now ask Mr Beswick to address the electors present, and give them his views on the public questions of the day. [Hear, hear.]	[928, 417, 1104, 566]
court-paragraph: Sergeant Wilson stated that on the evening of the 22nd December a complaint was made to him of defendants creating a disturbance in Colombo street. When he arrived at their house he found about 200 people collected, and the female defendant the worse for drink. He (witness) saw that she had broken a lot of things, and was in a most excited state. Mr Rich was not there at the time. There had been numerous complaints of the nuisance caused to the neighborhood by the conduct of the defendants.	[744, 929, 919, 1078]
score-batsman: b Taylor	[838, 240, 870, 250]
score-runs: 17	[827, 119, 837, 129]
article-paragraph: Ulrich, reporting on the mines in the Tuapeka and Waipori districts, thinks well of the province as a natural field for gold. He is surprised with the sameness of the rocks. The Blue Spur is altogether new to him, and he thinks it strange if that bed of gold, found there, should be the only one in the country. He has not the slightest doubt of there being deep leads on Weatherstones and Waipori. He strongly condemns the narrow ripples used in the Blue Spur battery. He recommends drop walls, as at Otago, as the best for saving gold. Has great hopes of Waipori reefs.	[376, 30, 551, 189]
court-paragraph: His Honor sentenced the prisoner to twelve months' imprisonment with hard labor, and also to receive fifteen strokes of the cat-of-nine-tails in the first month of his incarceration.	[928, 53, 1104, 106]
divider	[928, 301, 1104, 303]
score-runs: 8	[831, 61, 837, 71]
circus-line: On this occasion, and TO-MORROW SATURDAY AFTERNOON, JAN. 9th, MID-DAY PERFORMANCE,	[19, 715, 172, 748]
ellesmere-grand-total: 142	[904, 442, 919, 452]
case-heading: SENTENCE.	[804, 1776, 859, 1787]
ellesmere-score-row	[744, 375, 919, 394]
innings-header-row	[744, 43, 919, 53]
case-heading: CREATING A DISTURBANCE.	[767, 883, 896, 894]
score-runs: 5	[833, 374, 839, 384]
score-batsman: J. B. Smith, b Monck	[744, 307, 823, 317]
score-runs: 0	[914, 167, 919, 177]
court-paragraph: A witness called, stated that he lived in defendant's house. On this day Mrs Rich was very much excited, and when she spoke to her husband, he replied, "How's your mother?" Mrs Rich then went a sort of "melancholy mad," and, of course, sliced a loaf at him. He (Mr Rich) then ran away, which was the best thing he could have done, and Mrs Rich, of course, commenced to break the things. A large crowd collected about the house while she was thus engaged.	[744, 1080, 919, 1207]
score-batsman: Watson, run out	[744, 52, 806, 62]
columns	[4, 30, 1110, 1947]
cricket-paragraph: Subjoined is a detail of the scores obtained, which shows that the victory resulted this time in favor of the E.C.C., with 18 runs to spare.	[560, 1904, 735, 1947]
article-paragraph: The brigantine Omaha has arrived, via Kaipara, from New Caledonia, and has commenced loading timber for Lyttelton.	[192, 1804, 367, 1836]
score-batsman: H. Corbett, b Monck	[744, 288, 824, 298]
score-runs: 3	[914, 355, 919, 365]
court-paragraph: George Joss, charged with this offence, complained the previous day in the Port train, was fined 40s.	[744, 691, 919, 723]
score-batsman: b Taylor	[838, 336, 870, 346]
